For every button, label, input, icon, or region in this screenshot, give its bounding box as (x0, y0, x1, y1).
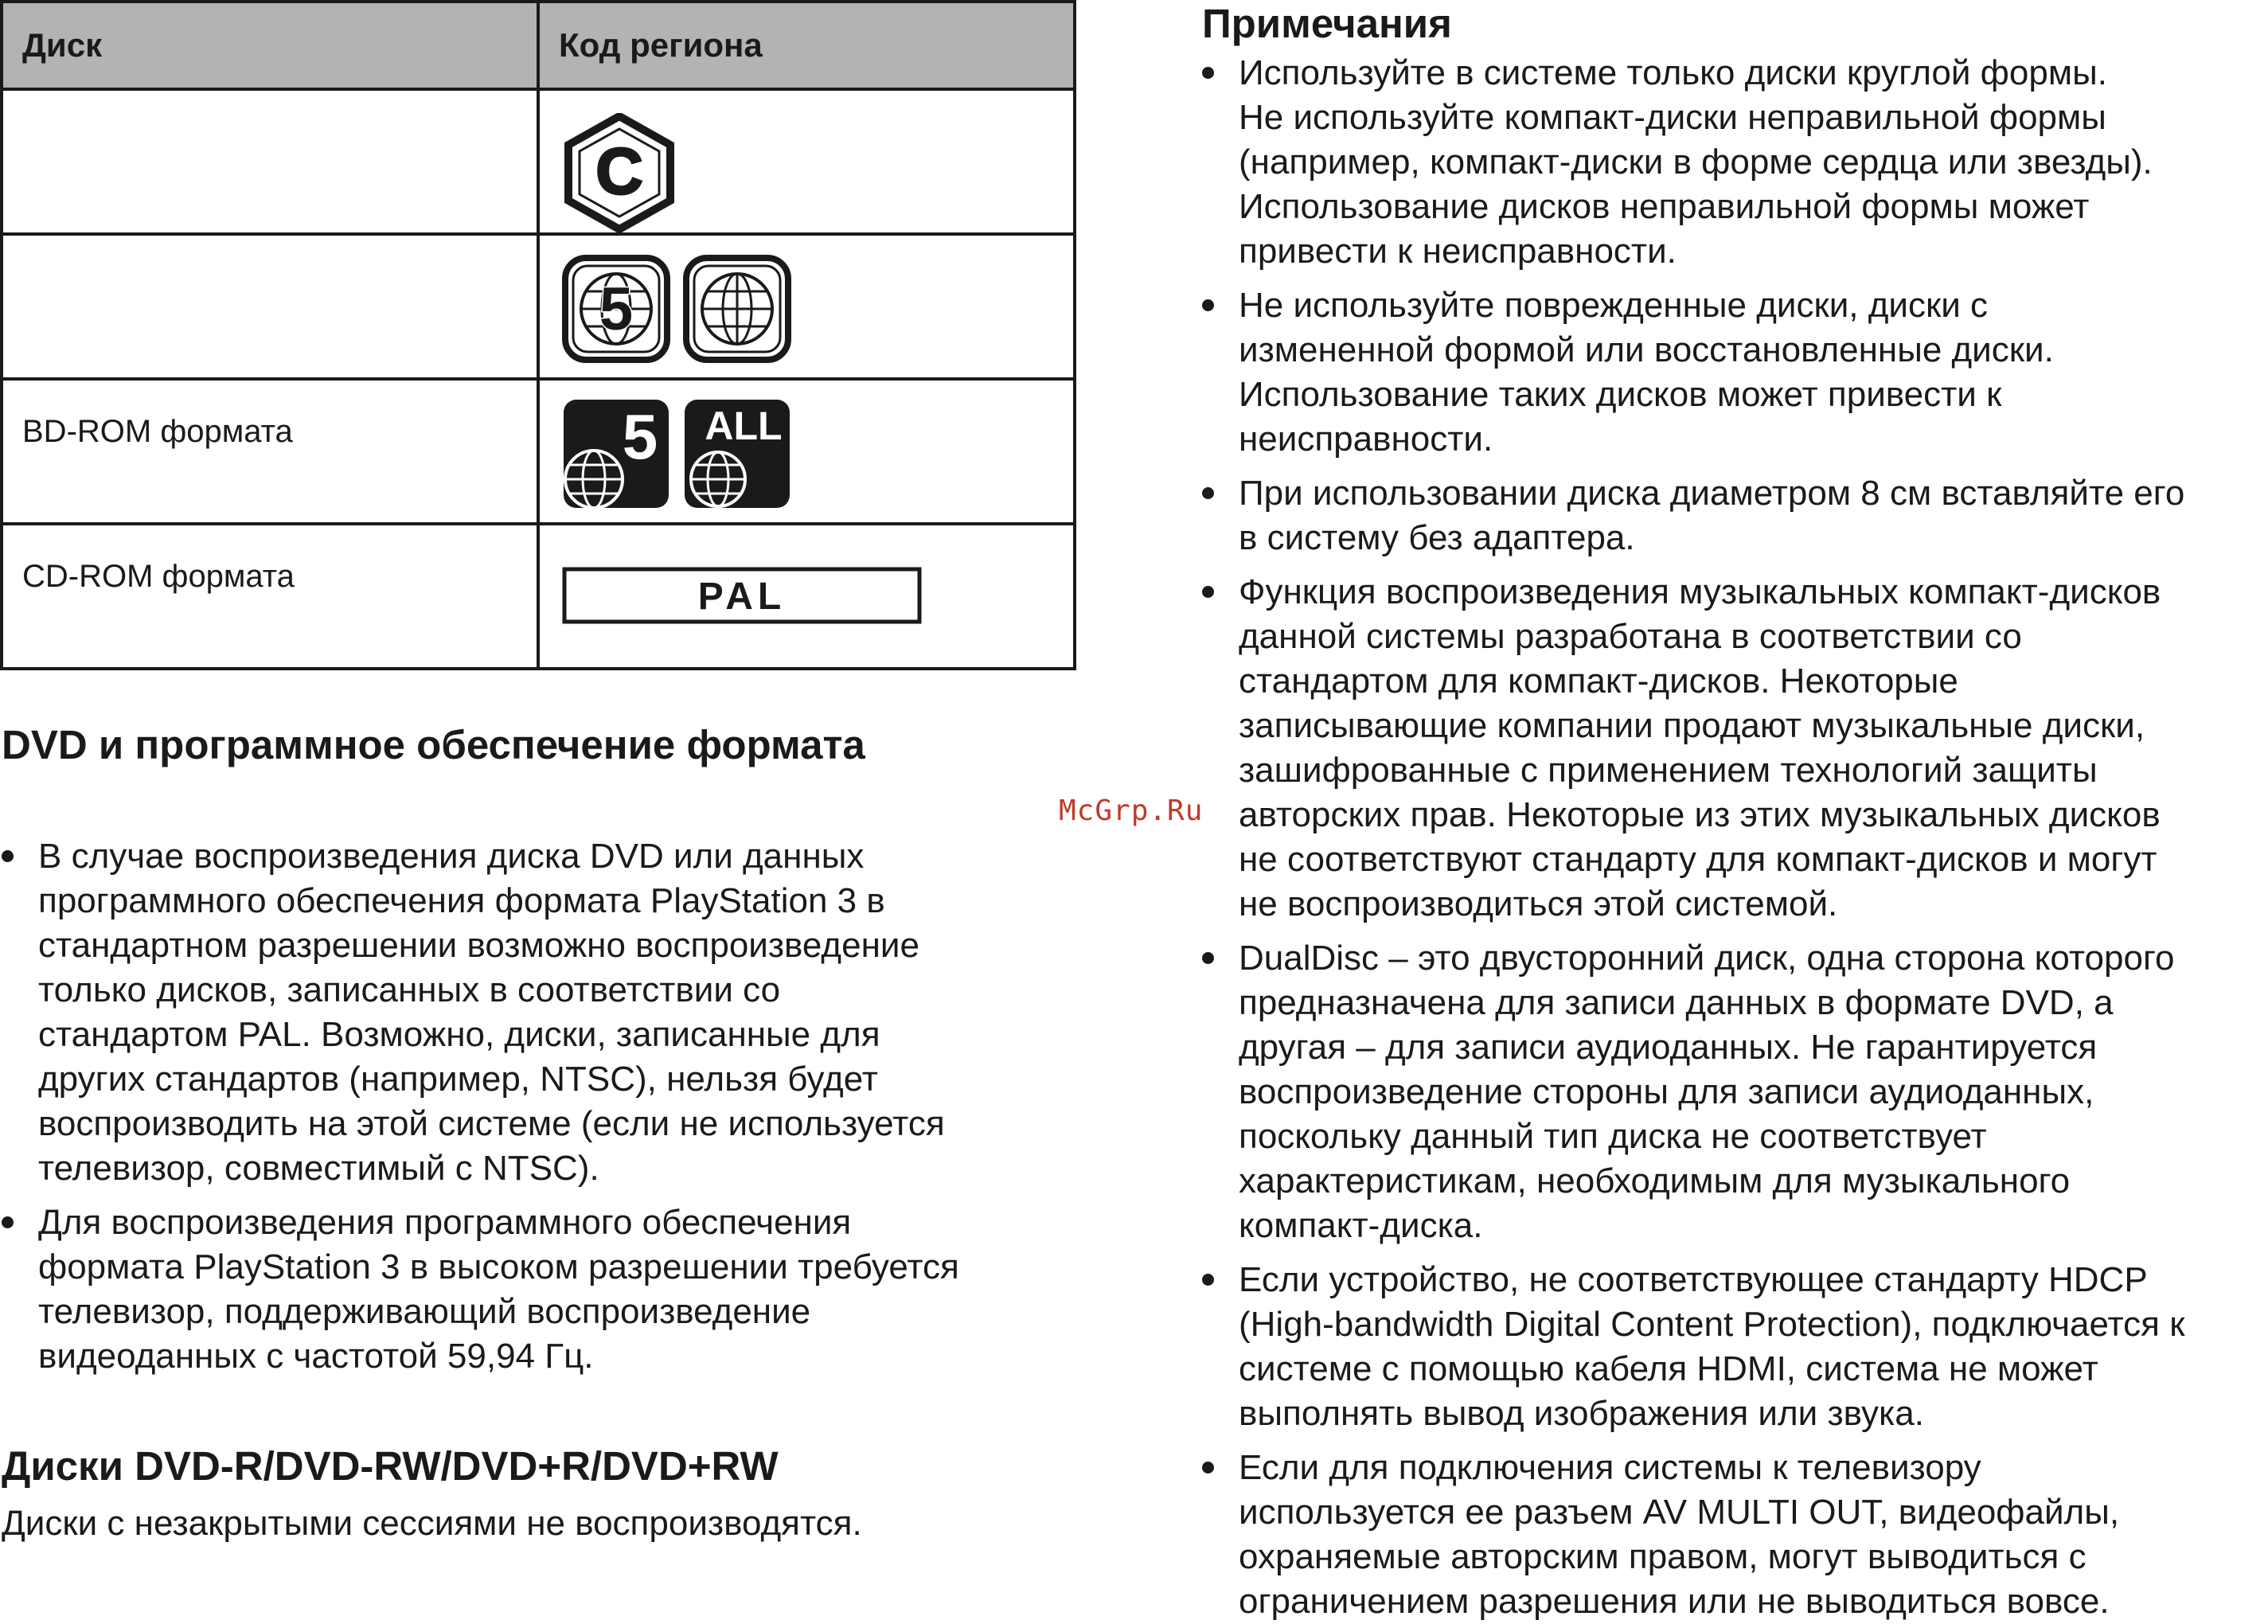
bullet-text-line: Не используйте компакт-диски неправильной формы (1239, 98, 2106, 137)
bullet-text-line: формата PlayStation 3 в высоком разрешении требуется (38, 1247, 959, 1286)
dvd-region-5-icon (562, 255, 670, 363)
bullet-text-line: (High-bandwidth Digital Content Protection), подключается к (1239, 1305, 2185, 1344)
bullet-text-line: воспроизведение стороны для записи аудиоданных, (1239, 1072, 2094, 1111)
region-code-cell (538, 234, 1075, 379)
bullet-dot-icon (1202, 1462, 1214, 1474)
table-row (2, 89, 1075, 234)
bullet-dot-icon (1202, 1274, 1214, 1286)
bullet-text-line: программного обеспечения формата PlayStation 3 в (38, 881, 885, 920)
bullet-text-line: данной системы разработана в соответствии со (1239, 617, 2022, 656)
bullet-item (2, 1200, 959, 1379)
bullet-text-line: охраняемые авторским правом, могут выводиться с (1239, 1537, 2086, 1576)
bullet-text-line: авторских прав. Некоторые из этих музыкальных дисков (1239, 795, 2161, 834)
region-code-table (0, 0, 1076, 670)
bullet-text-line: зашифрованные с применением технологий защиты (1239, 751, 2098, 790)
disc-label (3, 91, 537, 124)
bullet-text-line: стандартном разрешении возможно воспроизведение (38, 926, 919, 965)
bullet-text-line: используется ее разъем AV MULTI OUT, видеофайлы, (1239, 1493, 2120, 1532)
disc-cell (2, 524, 538, 669)
bullet-dot-icon (1202, 952, 1214, 964)
bullet-text-line: компакт-диска. (1239, 1206, 1483, 1245)
header-region-code: Код региона (538, 2, 1075, 89)
bullet-text-line: телевизор, совместимый с NTSC). (38, 1149, 599, 1188)
bullet-dot-icon (1202, 586, 1214, 598)
bullet-text-line: Для воспроизведения программного обеспечения (38, 1203, 852, 1242)
bullet-text-line: ограничением разрешения или не выводиться вовсе. (1239, 1582, 2110, 1621)
region-c-hexagon-icon (564, 113, 675, 232)
bullet-text-line: записывающие компании продают музыкальные диски, (1239, 706, 2145, 745)
notes-bullet-list (1202, 51, 2184, 1624)
disc-label (3, 236, 537, 269)
bullet-dot-icon (2, 1216, 14, 1228)
bullet-text-line: видеоданных с частотой 59,94 Гц. (38, 1337, 594, 1376)
disc-cell (2, 89, 538, 234)
bullet-text-line: воспроизводить на этой системе (если не используется (38, 1104, 945, 1143)
bullet-text-line: Не используйте поврежденные диски, диски с (1239, 286, 1989, 325)
header-disc: Диск (2, 2, 538, 89)
bd-region-5-icon (562, 398, 670, 509)
bullet-item (1202, 471, 2184, 560)
bullet-text-line: стандартом PAL. Возможно, диски, записанные для (38, 1015, 880, 1054)
pal-box-icon (562, 567, 922, 624)
bullet-text-line: Используйте в системе только диски круглой формы. (1239, 53, 2107, 92)
bullet-text-line: неисправности. (1239, 420, 1493, 459)
notes-title: Примечания (1202, 1, 1452, 46)
table-row (2, 524, 1075, 669)
bullet-item (1202, 570, 2184, 927)
bullet-text-line: (например, компакт-диски в форме сердца или звезды). (1239, 142, 2153, 182)
bullet-text-line: При использовании диска диаметром 8 см вставляйте его (1239, 474, 2185, 513)
bullet-dot-icon (1202, 67, 1214, 79)
bullet-text-line: Если устройство, не соответствующее стандарту HDCP (1239, 1260, 2148, 1299)
bullet-text-line: привести к неисправности. (1239, 232, 1677, 271)
bullet-text-line: не воспроизводиться этой системой. (1239, 884, 1838, 923)
dvd-region-all-icon (683, 255, 791, 363)
bullet-text-line: не соответствуют стандарту для компакт-дисков и могут (1239, 840, 2157, 879)
bullet-text-line: Функция воспроизведения музыкальных компакт-дисков (1239, 572, 2161, 611)
bullet-item (1202, 1446, 2184, 1624)
disc-label: BD-ROM формата (22, 414, 293, 449)
table-row (2, 234, 1075, 379)
bd-region-all-icon (683, 398, 791, 509)
region-code-cell (538, 524, 1075, 669)
bullet-item (2, 834, 959, 1191)
dvdr-section-title: Диски DVD-R/DVD-RW/DVD+R/DVD+RW (2, 1443, 779, 1489)
disc-cell (2, 234, 538, 379)
bullet-dot-icon (2, 850, 14, 862)
bd-region-5-number: 5 (622, 401, 658, 472)
bullet-text-line: поскольку данный тип диска не соответствует (1239, 1117, 1987, 1156)
bullet-text-line: системе с помощью кабеля HDMI, система не может (1239, 1349, 2098, 1388)
bullet-text-line: других стандартов (например, NTSC), нельзя будет (38, 1060, 878, 1099)
bullet-item (1202, 51, 2184, 274)
dvd-bullet-list (2, 834, 959, 1379)
region-code-cell (538, 89, 1075, 234)
bullet-text-line: выполнять вывод изображения или звука. (1239, 1394, 1924, 1433)
bullet-text-line: В случае воспроизведения диска DVD или данных (38, 837, 865, 876)
region-c-letter: C (595, 135, 643, 208)
bd-region-all-label: ALL (705, 404, 783, 448)
region-code-cell (538, 379, 1075, 524)
bullet-text-line: DualDisc – это двусторонний диск, одна сторона которого (1239, 939, 2175, 978)
pal-label: PAL (697, 576, 787, 618)
bullet-text-line: Использование дисков неправильной формы может (1239, 187, 2090, 226)
dvdr-section-text: Диски с незакрытыми сессиями не воспроизводятся. (2, 1504, 862, 1543)
bullet-text-line: другая – для записи аудиоданных. Не гарантируется (1239, 1028, 2098, 1067)
dvd-section-title: DVD и программное обеспечение формата (2, 722, 865, 767)
table-row (2, 379, 1075, 524)
bullet-text-line: только дисков, записанных в соответствии со (38, 970, 781, 1009)
bullet-dot-icon (1202, 299, 1214, 311)
bullet-text-line: предназначена для записи данных в формате DVD, а (1239, 983, 2114, 1022)
bullet-item (1202, 283, 2184, 462)
bullet-item (1202, 1258, 2184, 1436)
bullet-text-line: стандартом для компакт-дисков. Некоторые (1239, 662, 1958, 701)
dvd-region-5-number: 5 (599, 275, 634, 343)
bullet-text-line: Если для подключения системы к телевизору (1239, 1448, 1981, 1487)
disc-cell (2, 379, 538, 524)
disc-label: CD-ROM формата (22, 559, 295, 594)
bullet-item (1202, 936, 2184, 1248)
bullet-text-line: измененной формой или восстановленные диски. (1239, 330, 2054, 369)
watermark: McGrp.Ru (1059, 794, 1204, 827)
table-header-row (2, 2, 1075, 89)
bullet-text-line: в систему без адаптера. (1239, 518, 1635, 557)
bullet-dot-icon (1202, 487, 1214, 499)
bullet-text-line: Использование таких дисков может привести к (1239, 375, 2002, 414)
bullet-text-line: характеристикам, необходимым для музыкального (1239, 1161, 2071, 1200)
bullet-text-line: телевизор, поддерживающий воспроизведение (38, 1292, 811, 1331)
